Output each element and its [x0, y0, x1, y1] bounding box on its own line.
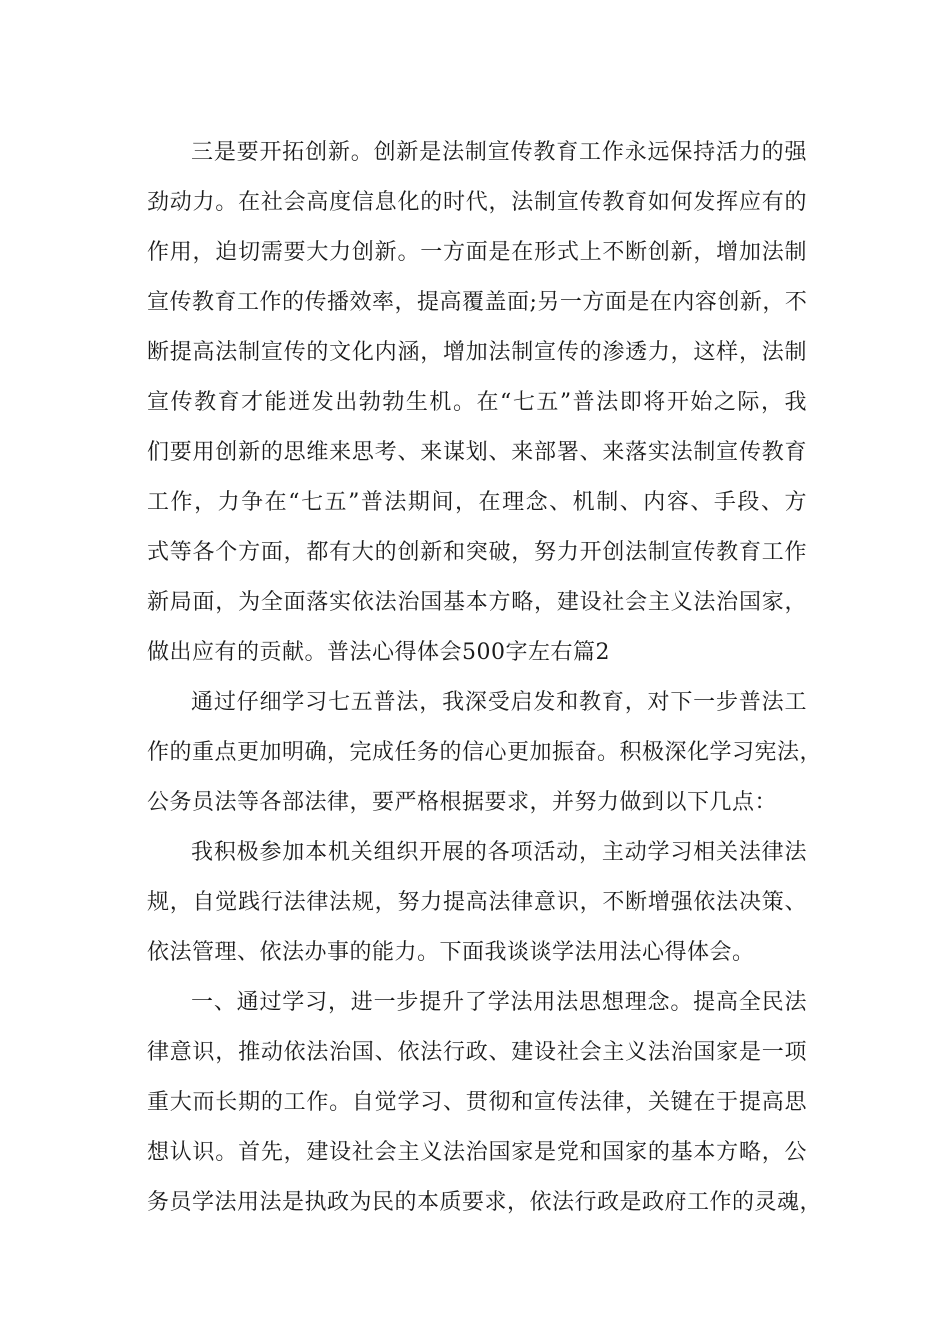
text-line: 宣传教育才能迸发出勃勃生机。在“七五”普法即将开始之际，我	[147, 390, 807, 415]
text-line: 务员学法用法是执政为民的本质要求，依法行政是政府工作的灵魂，	[147, 1190, 823, 1215]
document-body	[147, 128, 823, 1228]
text-line: 律意识，推动依法治国、依法行政、建设社会主义法治国家是一项	[147, 1040, 807, 1065]
text-line: 做出应有的贡献。普法心得体会500字左右篇2	[147, 640, 610, 665]
text-line: 依法管理、依法办事的能力。下面我谈谈学法用法心得体会。	[147, 940, 755, 965]
text-line: 作用，迫切需要大力创新。一方面是在形式上不断创新，增加法制	[147, 240, 807, 265]
text-line: 一、通过学习，进一步提升了学法用法思想理念。提高全民法	[191, 990, 807, 1015]
text-line: 规，自觉践行法律法规，努力提高法律意识，不断增强依法决策、	[147, 890, 807, 915]
text-line: 三是要开拓创新。创新是法制宣传教育工作永远保持活力的强	[191, 140, 807, 165]
text-line: 重大而长期的工作。自觉学习、贯彻和宣传法律，关键在于提高思	[147, 1090, 807, 1115]
text-line: 新局面，为全面落实依法治国基本方略，建设社会主义法治国家，	[147, 590, 807, 615]
text-line: 我积极参加本机关组织开展的各项活动，主动学习相关法律法	[191, 840, 807, 865]
text-line: 劲动力。在社会高度信息化的时代，法制宣传教育如何发挥应有的	[147, 190, 807, 215]
text-line: 断提高法制宣传的文化内涵，增加法制宣传的渗透力，这样，法制	[147, 340, 807, 365]
text-line: 想认识。首先，建设社会主义法治国家是党和国家的基本方略，公	[147, 1140, 807, 1165]
text-line: 作的重点更加明确，完成任务的信心更加振奋。积极深化学习宪法，	[147, 740, 823, 765]
text-line: 们要用创新的思维来思考、来谋划、来部署、来落实法制宣传教育	[147, 440, 807, 465]
text-line: 公务员法等各部法律，要严格根据要求，并努力做到以下几点：	[147, 790, 778, 815]
text-line: 通过仔细学习七五普法，我深受启发和教育，对下一步普法工	[191, 690, 807, 715]
text-line: 式等各个方面，都有大的创新和突破，努力开创法制宣传教育工作	[147, 540, 807, 565]
text-line: 宣传教育工作的传播效率，提高覆盖面;另一方面是在内容创新，不	[147, 290, 808, 315]
text-line: 工作，力争在“七五”普法期间，在理念、机制、内容、手段、方	[147, 490, 807, 515]
